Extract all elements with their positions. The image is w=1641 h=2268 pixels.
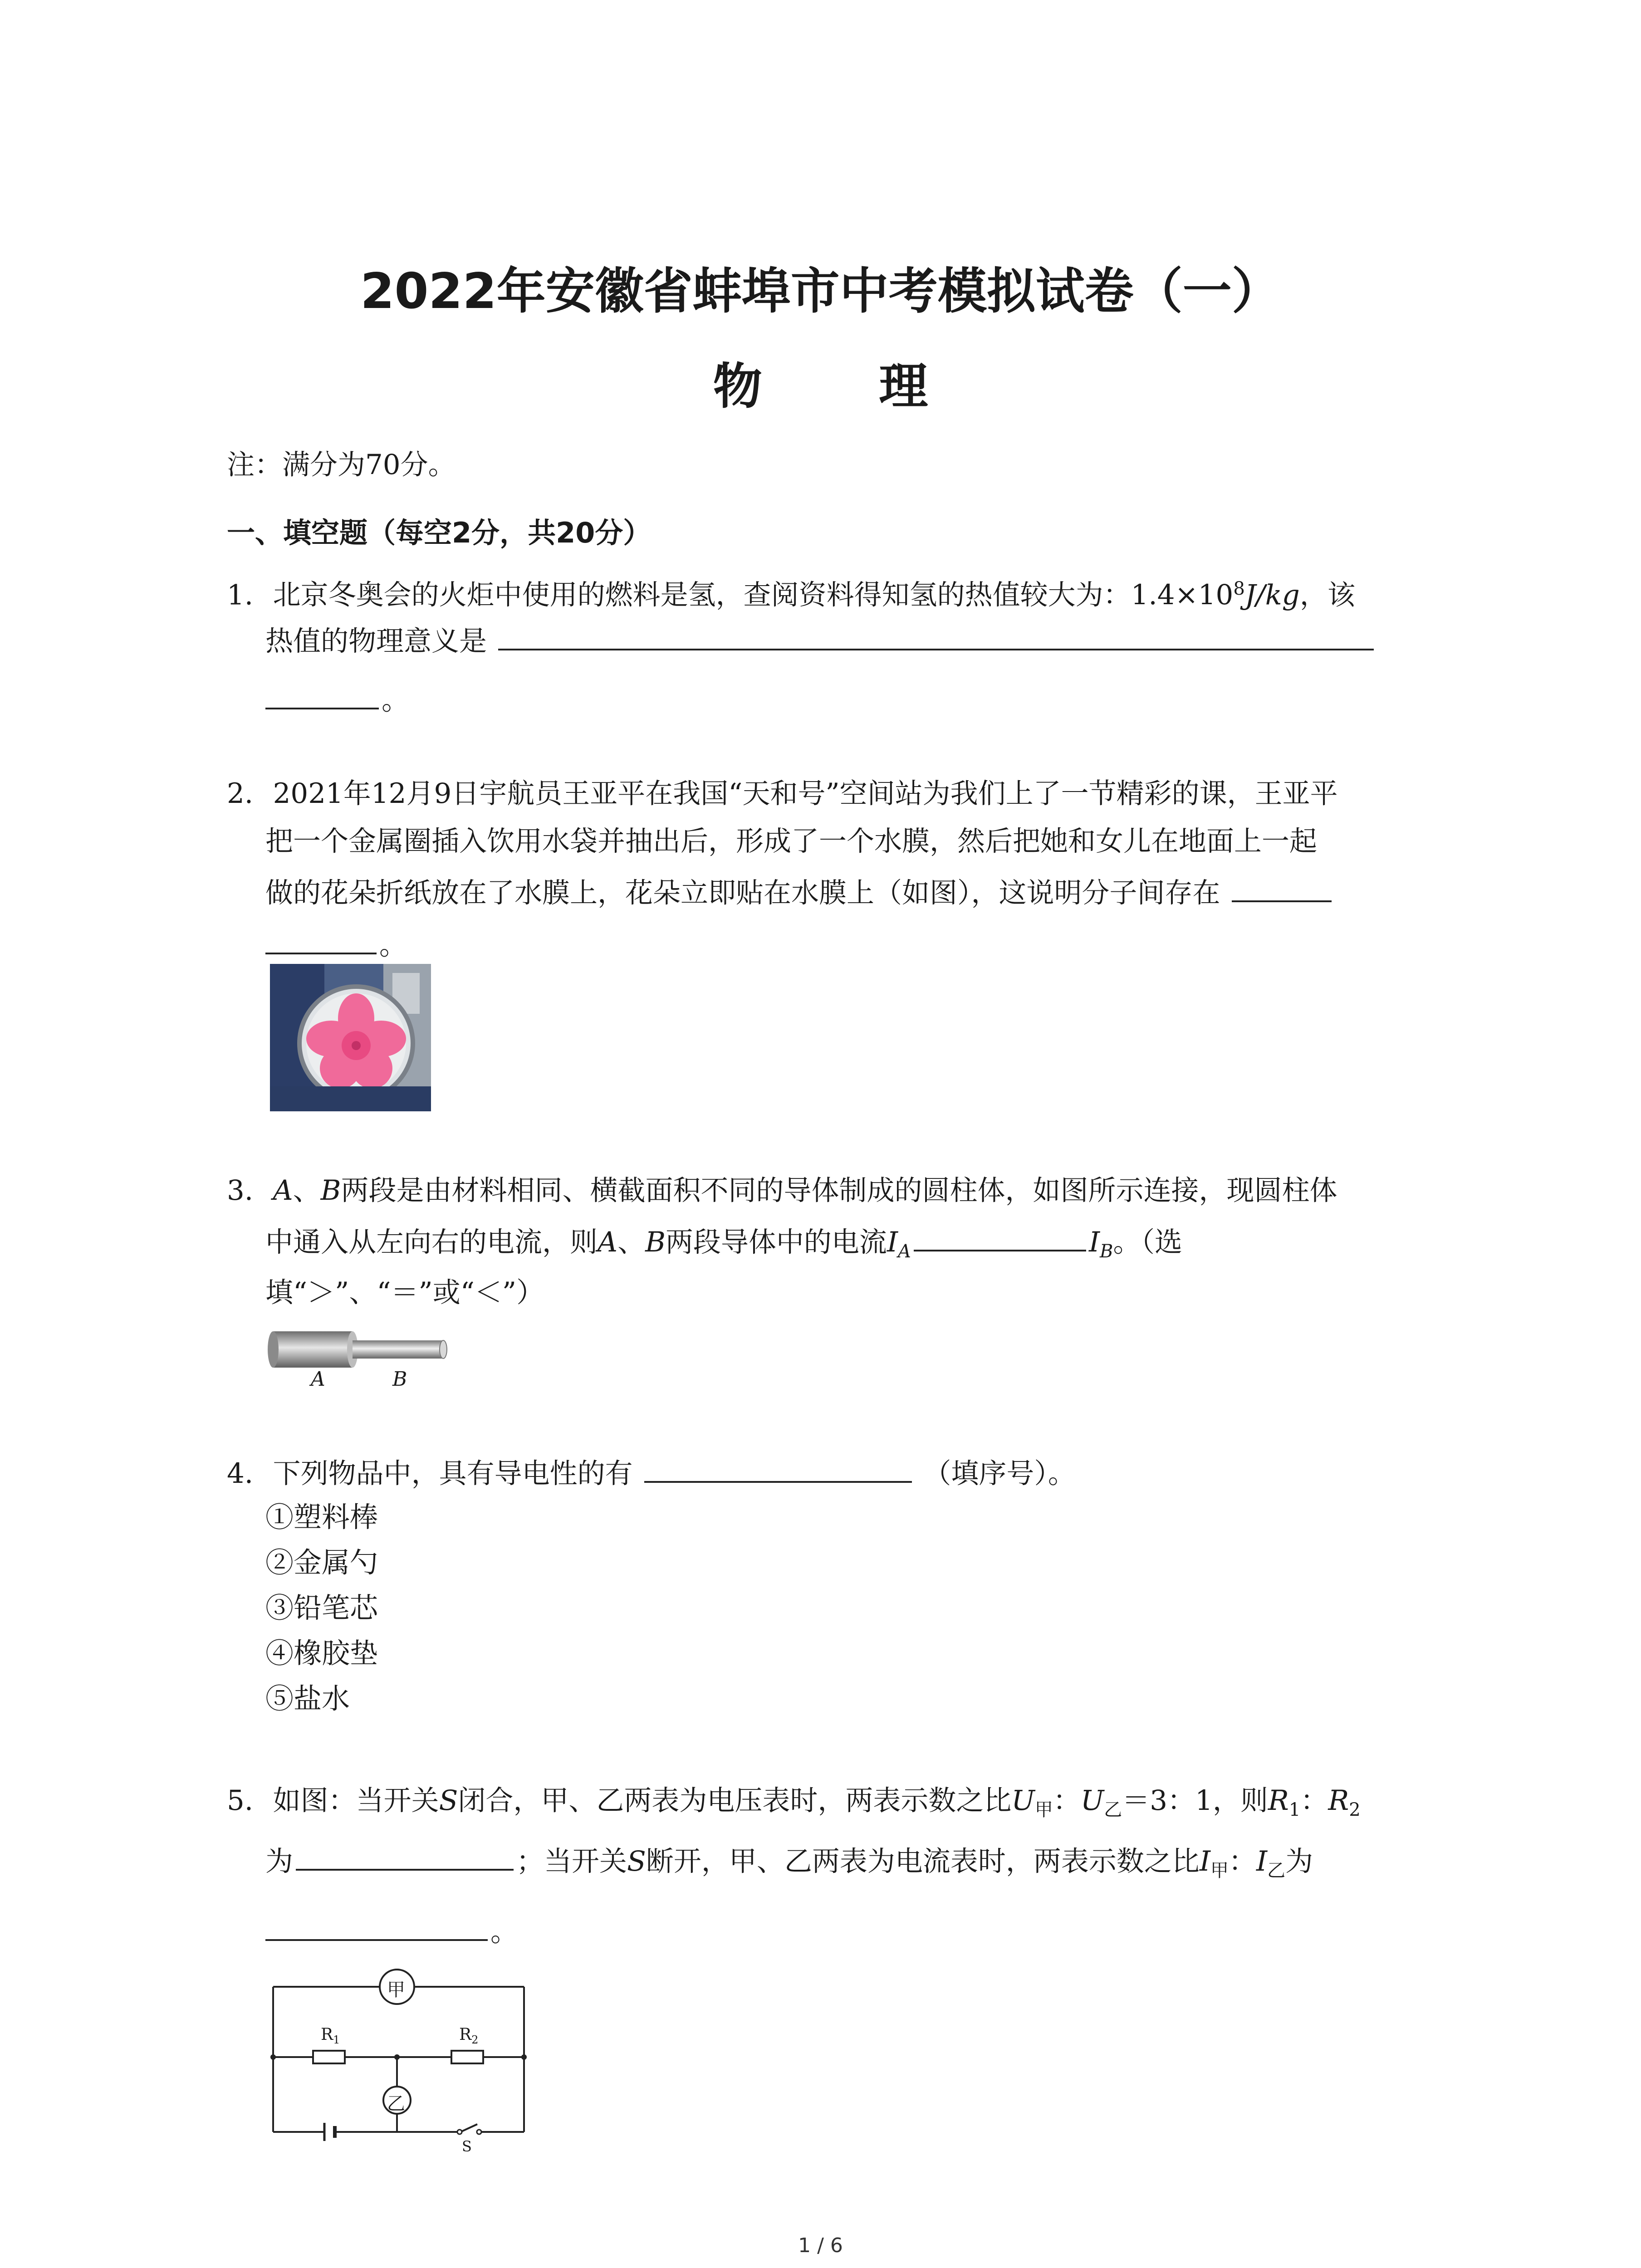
q5-text2b: ；当开关 [516, 1845, 627, 1877]
water-film-photo [270, 964, 431, 1111]
q4-line1 [227, 1454, 1076, 1492]
q4-answer-blank[interactable] [644, 1454, 912, 1483]
q5-sub-yi: 乙 [1104, 1799, 1122, 1821]
label-a: A [311, 1368, 325, 1391]
q3-line2 [265, 1222, 1182, 1270]
q2-line3 [265, 873, 1334, 911]
q1-answer-blank[interactable] [498, 621, 1374, 650]
resistor-r1-label [321, 2025, 340, 2046]
q1-text-end: ，该 [1299, 579, 1355, 611]
q5-switch-s2: S [627, 1845, 646, 1877]
q5-colon2: ： [1300, 1784, 1328, 1817]
q5-colon3: ： [1228, 1845, 1256, 1877]
r2-letter: R [459, 2025, 472, 2044]
q2-period: 。 [379, 929, 407, 961]
q5-ratio: ＝3：1，则 [1122, 1784, 1268, 1817]
q3-var-b2: B [645, 1226, 666, 1258]
conductor-diagram [268, 1322, 458, 1395]
r1-letter: R [321, 2025, 333, 2044]
page-number: 1 / 6 [798, 2234, 843, 2257]
q5-sub-2: 2 [1349, 1799, 1361, 1821]
q5-sub-1: 1 [1288, 1799, 1301, 1821]
meter-jia: 甲 [387, 1980, 405, 2000]
q5-colon: ： [1053, 1784, 1081, 1817]
q2-line1 [227, 776, 1338, 812]
q3-text2b: 两段导体中的电流 [665, 1226, 887, 1258]
q5-text1b: 闭合，甲、乙两表为电压表时，两表示数之比 [458, 1784, 1012, 1817]
q5-sub-yi2: 乙 [1267, 1860, 1286, 1882]
q3-sep: 、 [293, 1174, 321, 1207]
q3-sep2: 、 [617, 1226, 646, 1258]
q5-text2c: 断开，甲、乙两表为电流表时，两表示数之比 [646, 1845, 1200, 1877]
q1-answer-blank-cont[interactable] [265, 680, 379, 709]
q3-var-b: B [320, 1174, 341, 1207]
q5-r2: R [1328, 1784, 1349, 1817]
q5-u1: U [1011, 1784, 1035, 1817]
q3-line1 [227, 1173, 1337, 1209]
q1-prompt: 热值的物理意义是 [265, 625, 487, 657]
q5-period: 。 [490, 1916, 519, 1948]
q3-sub-b: B [1100, 1241, 1113, 1262]
q5-i2: I [1256, 1845, 1268, 1877]
q1-line2 [265, 621, 1376, 660]
q5-text1: 如图：当开关 [273, 1784, 439, 1817]
q1-text: 北京冬奥会的火炬中使用的燃料是氢，查阅资料得知氢的热值较大为：1.4×10 [273, 579, 1234, 611]
q5-text2: 为 [265, 1845, 294, 1877]
r2-sub: 2 [471, 2033, 479, 2047]
q3-current-b: I [1088, 1226, 1100, 1258]
q2-answer-blank[interactable] [1232, 873, 1332, 902]
q4-text: 下列物品中，具有导电性的有 [273, 1457, 633, 1490]
q1-period: 。 [382, 684, 410, 716]
r1-sub: 1 [333, 2033, 340, 2047]
q5-sub-jia2: 甲 [1210, 1860, 1229, 1882]
q4-option-1: ①塑料棒 [265, 1501, 378, 1534]
q3-sub-a: A [898, 1241, 911, 1262]
q5-number: 5. [227, 1784, 254, 1817]
switch-label: S [462, 2138, 472, 2155]
resistor-r2-label [459, 2025, 478, 2046]
q4-number: 4. [227, 1457, 254, 1490]
q4-option-5: ⑤盐水 [265, 1682, 350, 1715]
q3-text2-end: 。（选 [1113, 1226, 1182, 1258]
q2-line2: 把一个金属圈插入饮用水袋并抽出后，形成了一个水膜，然后把她和女儿在地面上一起 [265, 825, 1318, 857]
q4-option-4: ④橡胶垫 [265, 1637, 378, 1670]
q3-number: 3. [227, 1174, 254, 1207]
q3-text2: 中通入从左向右的电流，则 [265, 1226, 598, 1258]
q5-answer-blank-1[interactable] [296, 1842, 514, 1871]
q3-var-a: A [273, 1174, 293, 1207]
q4-text-end: （填序号）。 [923, 1457, 1076, 1490]
q5-switch-s: S [439, 1784, 458, 1817]
score-note: 注：满分为70分。 [227, 449, 456, 481]
circuit-diagram [268, 1944, 540, 2157]
q3-line3: 填“＞”、“＝”或“＜”） [265, 1276, 544, 1309]
q1-line1 [227, 571, 1355, 613]
q5-sub-jia: 甲 [1034, 1799, 1053, 1821]
q5-line1 [227, 1783, 1361, 1828]
q2-answer-blank-cont[interactable] [265, 925, 377, 954]
q5-u2: U [1080, 1784, 1104, 1817]
q2-line4 [265, 925, 407, 963]
q5-text2-end: 为 [1285, 1845, 1313, 1877]
q2-text3: 做的花朵折纸放在了水膜上，花朵立即贴在水膜上（如图），这说明分子间存在 [265, 877, 1220, 909]
q3-text1: 两段是由材料相同、横截面积不同的导体制成的圆柱体，如图所示连接，现圆柱体 [341, 1174, 1337, 1207]
q1-number: 1. [227, 579, 254, 611]
q5-i1: I [1199, 1845, 1210, 1877]
q5-r1: R [1268, 1784, 1289, 1817]
q3-current-a: I [887, 1226, 898, 1258]
q4-option-2: ②金属勺 [265, 1546, 378, 1579]
q3-answer-blank[interactable] [914, 1222, 1086, 1251]
q1-exponent: 8 [1233, 578, 1245, 599]
q1-line3 [265, 680, 409, 719]
q3-var-a2: A [598, 1226, 618, 1258]
label-b: B [392, 1368, 407, 1391]
q1-unit: J/kg [1244, 579, 1300, 611]
q2-text1: 2021年12月9日宇航员王亚平在我国“天和号”空间站为我们上了一节精彩的课，王亚平 [273, 777, 1338, 810]
q5-answer-blank-2[interactable] [265, 1912, 488, 1941]
exam-title: 2022年安徽省蚌埠市中考模拟试卷（一） [360, 263, 1281, 320]
q5-line2 [265, 1842, 1313, 1889]
q2-number: 2. [227, 777, 254, 810]
meter-yi: 乙 [387, 2093, 405, 2114]
q4-option-3: ③铅笔芯 [265, 1591, 378, 1624]
subject-title: 物 理 [713, 358, 978, 415]
section-heading: 一、填空题（每空2分，共20分） [227, 516, 652, 549]
